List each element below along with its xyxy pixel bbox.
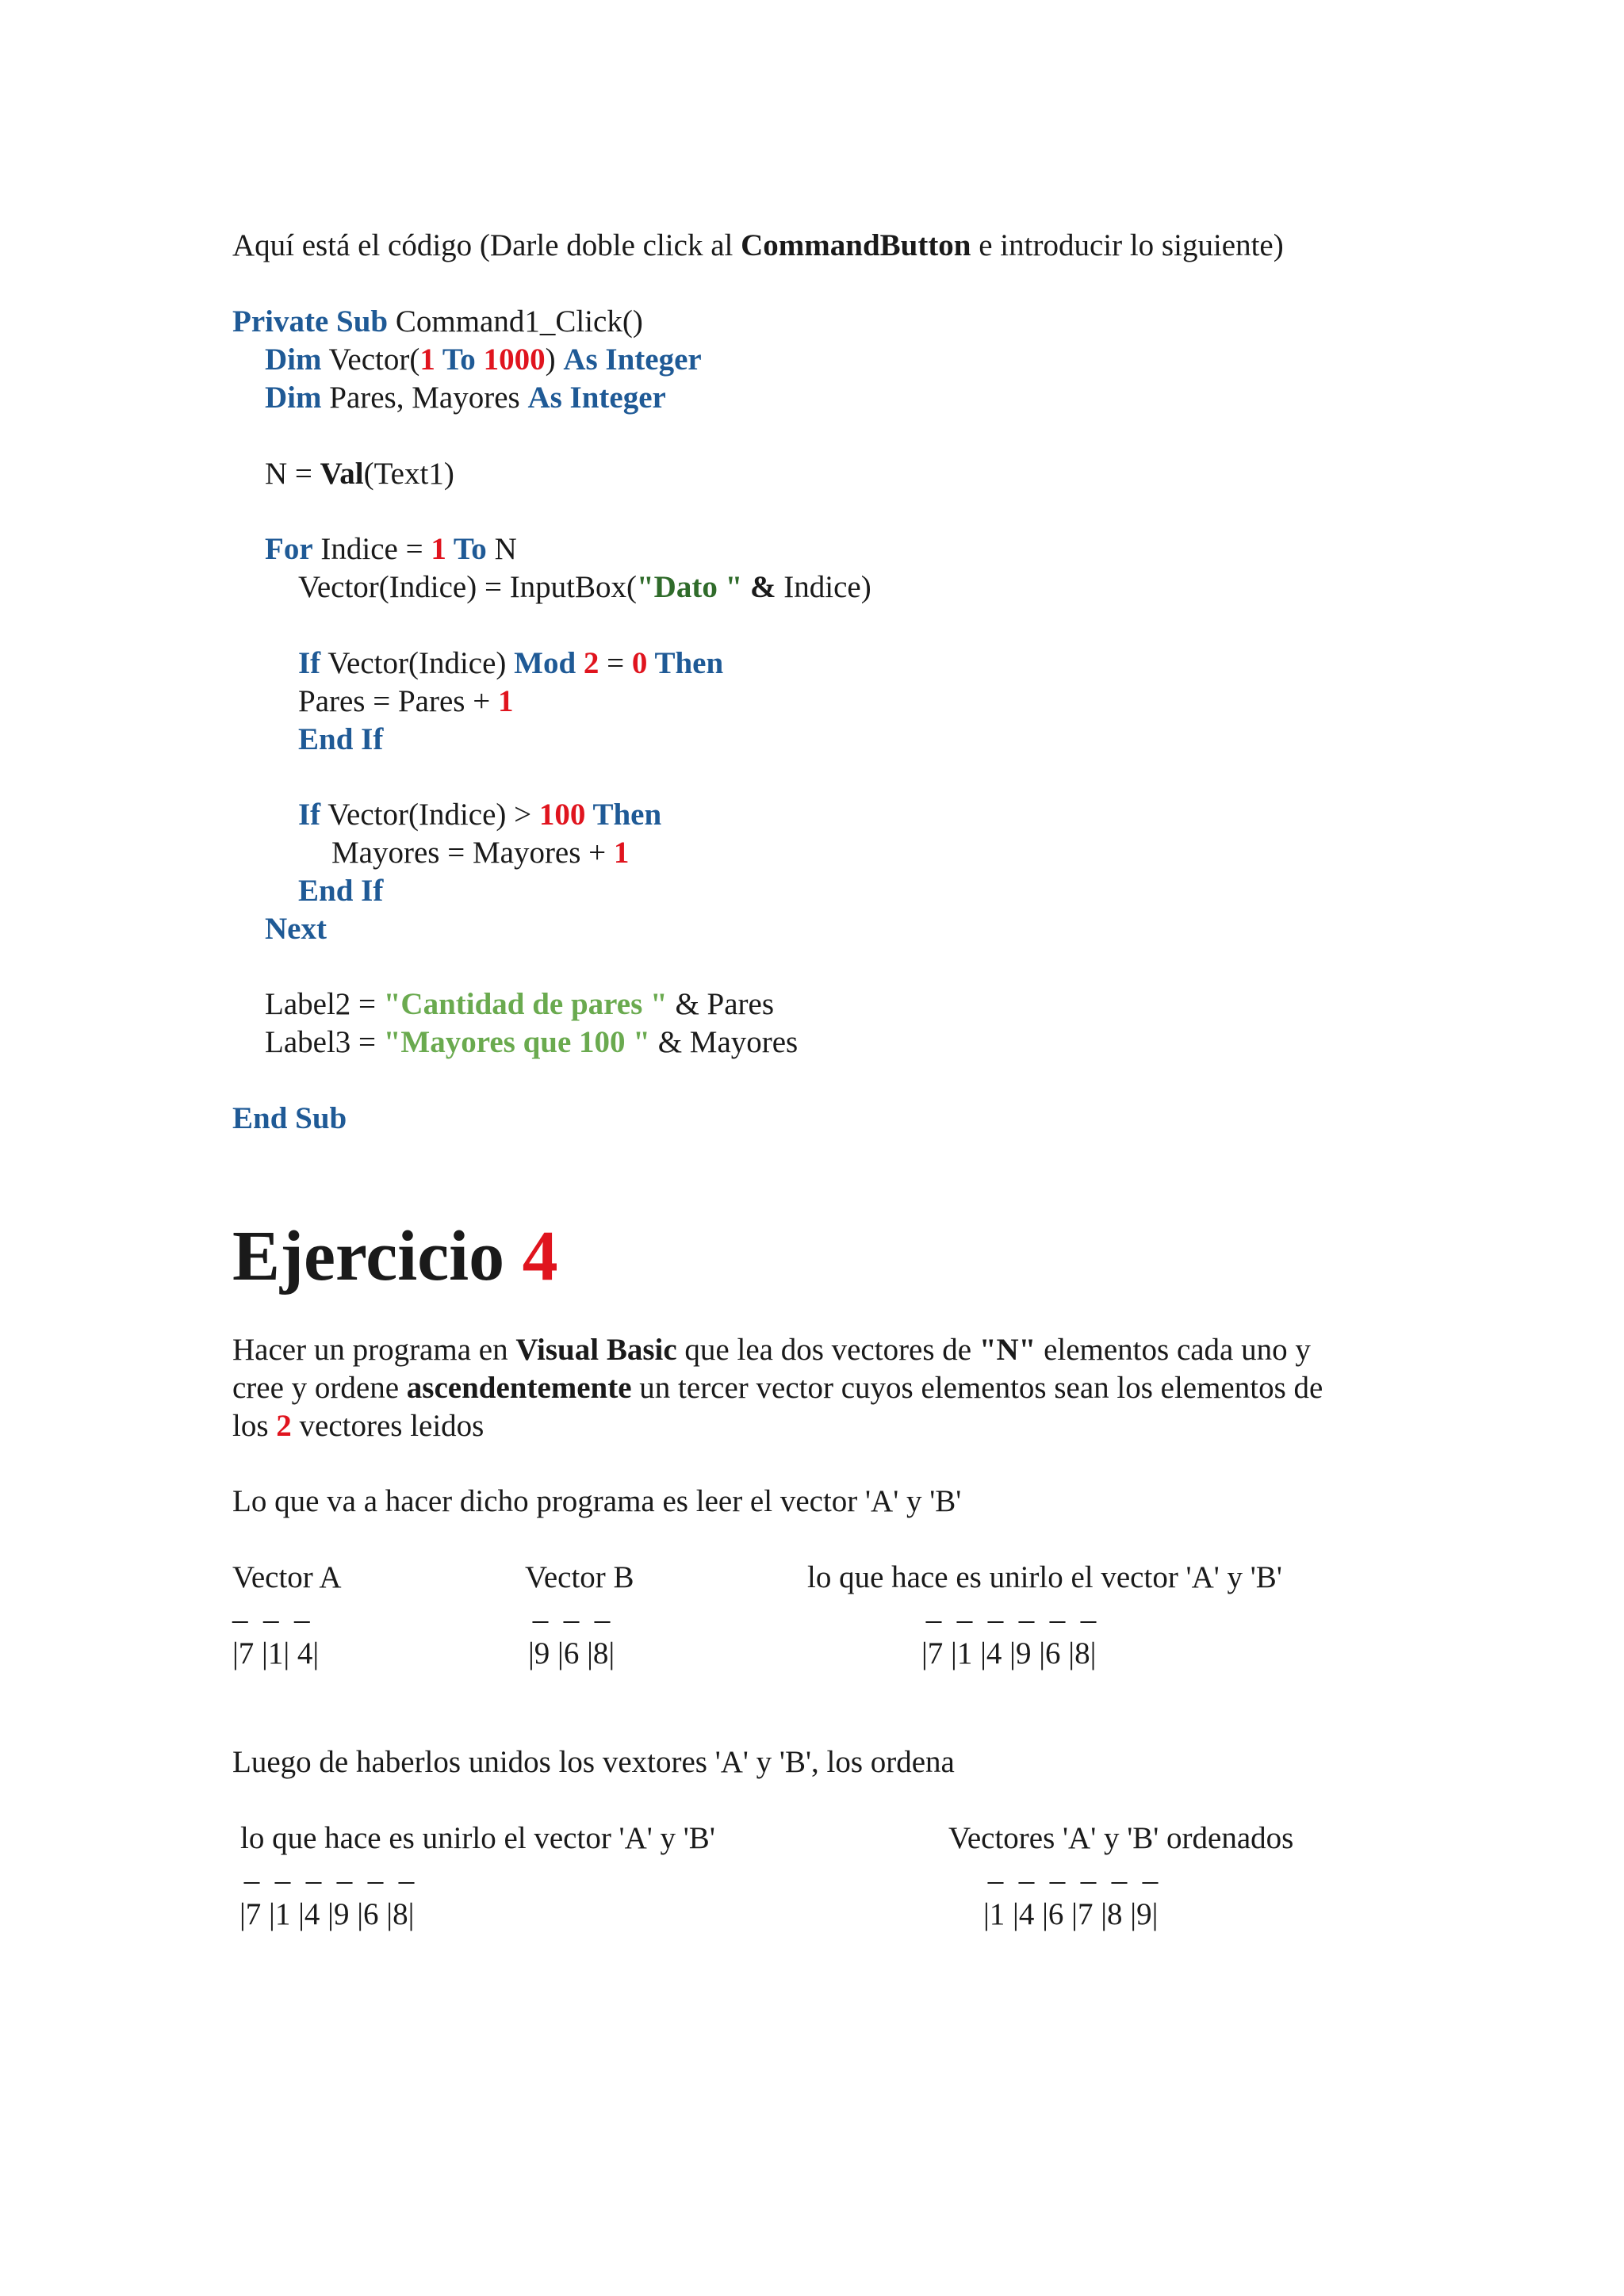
code-keyword: End If xyxy=(298,722,384,756)
code-number: 1 xyxy=(431,532,446,566)
union-values: |7 |1 |4 |9 |6 |8| xyxy=(921,1636,1097,1670)
vector-a-overline: _ _ _ xyxy=(232,1592,310,1626)
code-line-1 xyxy=(232,306,643,337)
text: los xyxy=(232,1409,277,1443)
code-text: Pares, Mayores xyxy=(321,381,528,415)
code-line-16 xyxy=(232,1103,347,1134)
red-number: 2 xyxy=(276,1409,292,1443)
code-line-12 xyxy=(298,875,383,906)
union-overline: _ _ _ _ _ _ xyxy=(918,1592,1097,1626)
code-keyword: Next xyxy=(265,912,327,946)
code-number: 1 xyxy=(613,836,630,870)
union-label-2: lo que hace es unirlo el vector 'A' y 'B' xyxy=(240,1821,715,1855)
code-text: Indice = xyxy=(312,532,431,566)
code-number: 1000 xyxy=(483,342,546,377)
code-text: & Pares xyxy=(667,987,774,1021)
heading-number: 4 xyxy=(522,1217,558,1295)
code-line-5 xyxy=(265,534,517,564)
code-line-8 xyxy=(298,686,513,717)
vector-b-overline: _ _ _ xyxy=(525,1592,611,1626)
code-keyword: Mod xyxy=(514,646,576,680)
code-keyword: For xyxy=(265,532,313,566)
sorted-overline: _ _ _ _ _ _ xyxy=(980,1853,1159,1887)
para1-line-3 xyxy=(232,1410,484,1441)
text: un tercer vector cuyos elementos sean los elementos de xyxy=(631,1371,1323,1405)
page-title xyxy=(232,1217,558,1295)
code-line-7 xyxy=(298,648,723,679)
code-string: "Cantidad de pares " xyxy=(383,987,668,1021)
code-line-4 xyxy=(265,458,454,489)
code-string: "Mayores que 100 " xyxy=(383,1025,650,1059)
code-keyword: End If xyxy=(298,874,384,908)
code-text: Vector( xyxy=(321,342,420,377)
code-text: Indice) xyxy=(776,570,871,604)
code-number: 2 xyxy=(576,646,599,680)
code-keyword: End Sub xyxy=(232,1101,347,1135)
code-line-13 xyxy=(265,913,327,944)
vector-b-label: Vector B xyxy=(525,1560,634,1594)
code-text: N xyxy=(486,532,517,566)
code-text: N = xyxy=(265,457,320,491)
code-string: "Dato " xyxy=(637,570,743,604)
code-line-10 xyxy=(298,799,661,830)
text: elementos cada uno y xyxy=(1036,1333,1311,1367)
para2: Lo que va a hacer dicho programa es leer el vector 'A' y 'B' xyxy=(232,1484,962,1518)
code-keyword: Dim xyxy=(265,342,322,377)
bold-text: "N" xyxy=(979,1333,1036,1367)
code-number: 100 xyxy=(538,798,586,832)
bold-text: Visual Basic xyxy=(515,1333,677,1367)
code-line-2 xyxy=(265,344,702,375)
code-line-6 xyxy=(298,572,871,603)
code-text: = xyxy=(599,646,632,680)
union-overline-2: _ _ _ _ _ _ xyxy=(236,1853,415,1887)
intro-text xyxy=(232,230,1284,261)
text: vectores leidos xyxy=(291,1409,485,1443)
para1-line-2 xyxy=(232,1372,1323,1403)
code-keyword: Then xyxy=(647,646,724,680)
code-line-14 xyxy=(265,989,774,1020)
code-text: ) xyxy=(545,342,564,377)
code-text: Command1_Click() xyxy=(388,304,643,339)
code-text: (Text1) xyxy=(363,457,454,491)
code-keyword: Then xyxy=(585,798,662,832)
code-text: & Mayores xyxy=(649,1025,799,1059)
para3: Luego de haberlos unidos los vextores 'A' y 'B', los ordena xyxy=(232,1745,955,1779)
code-keyword: If xyxy=(298,798,321,832)
code-text: Label3 = xyxy=(265,1025,384,1059)
bold-text: ascendentemente xyxy=(406,1371,632,1405)
sorted-values: |1 |4 |6 |7 |8 |9| xyxy=(983,1897,1159,1931)
code-keyword: To xyxy=(446,532,487,566)
code-text: Pares = Pares + xyxy=(298,684,498,718)
code-line-15 xyxy=(265,1027,798,1058)
union-values-2: |7 |1 |4 |9 |6 |8| xyxy=(239,1897,415,1931)
code-text: Mayores = Mayores + xyxy=(331,836,614,870)
code-line-9 xyxy=(298,724,383,755)
code-text: Vector(Indice) = InputBox( xyxy=(298,570,638,604)
vector-a-label: Vector A xyxy=(232,1560,342,1594)
code-text: Vector(Indice) > xyxy=(320,798,539,832)
code-line-11 xyxy=(331,837,629,868)
para1-line-1 xyxy=(232,1334,1311,1365)
code-keyword: To xyxy=(435,342,484,377)
code-keyword: Private Sub xyxy=(232,304,389,339)
code-number: 1 xyxy=(419,342,435,377)
code-keyword: If xyxy=(298,646,321,680)
code-line-3 xyxy=(265,382,666,413)
heading-text: Ejercicio xyxy=(232,1217,523,1295)
code-keyword: As Integer xyxy=(563,342,702,377)
union-label: lo que hace es unirlo el vector 'A' y 'B' xyxy=(807,1560,1282,1594)
code-operator: & xyxy=(742,570,776,604)
code-number: 1 xyxy=(497,684,514,718)
sorted-label: Vectores 'A' y 'B' ordenados xyxy=(948,1821,1294,1855)
vector-b-values: |9 |6 |8| xyxy=(528,1636,615,1670)
text: cree y ordene xyxy=(232,1371,407,1405)
intro-after: e introducir lo siguiente) xyxy=(971,228,1284,262)
intro-bold: CommandButton xyxy=(741,228,971,262)
code-number: 0 xyxy=(631,646,648,680)
text: que lea dos vectores de xyxy=(676,1333,979,1367)
code-keyword: Dim xyxy=(265,381,322,415)
intro-before: Aquí está el código (Darle doble click al xyxy=(232,228,741,262)
code-text: Vector(Indice) xyxy=(320,646,515,680)
code-text: Label2 = xyxy=(265,987,384,1021)
code-keyword: As Integer xyxy=(527,381,666,415)
text: Hacer un programa en xyxy=(232,1333,516,1367)
code-function: Val xyxy=(320,457,364,491)
vector-a-values: |7 |1| 4| xyxy=(232,1636,320,1670)
